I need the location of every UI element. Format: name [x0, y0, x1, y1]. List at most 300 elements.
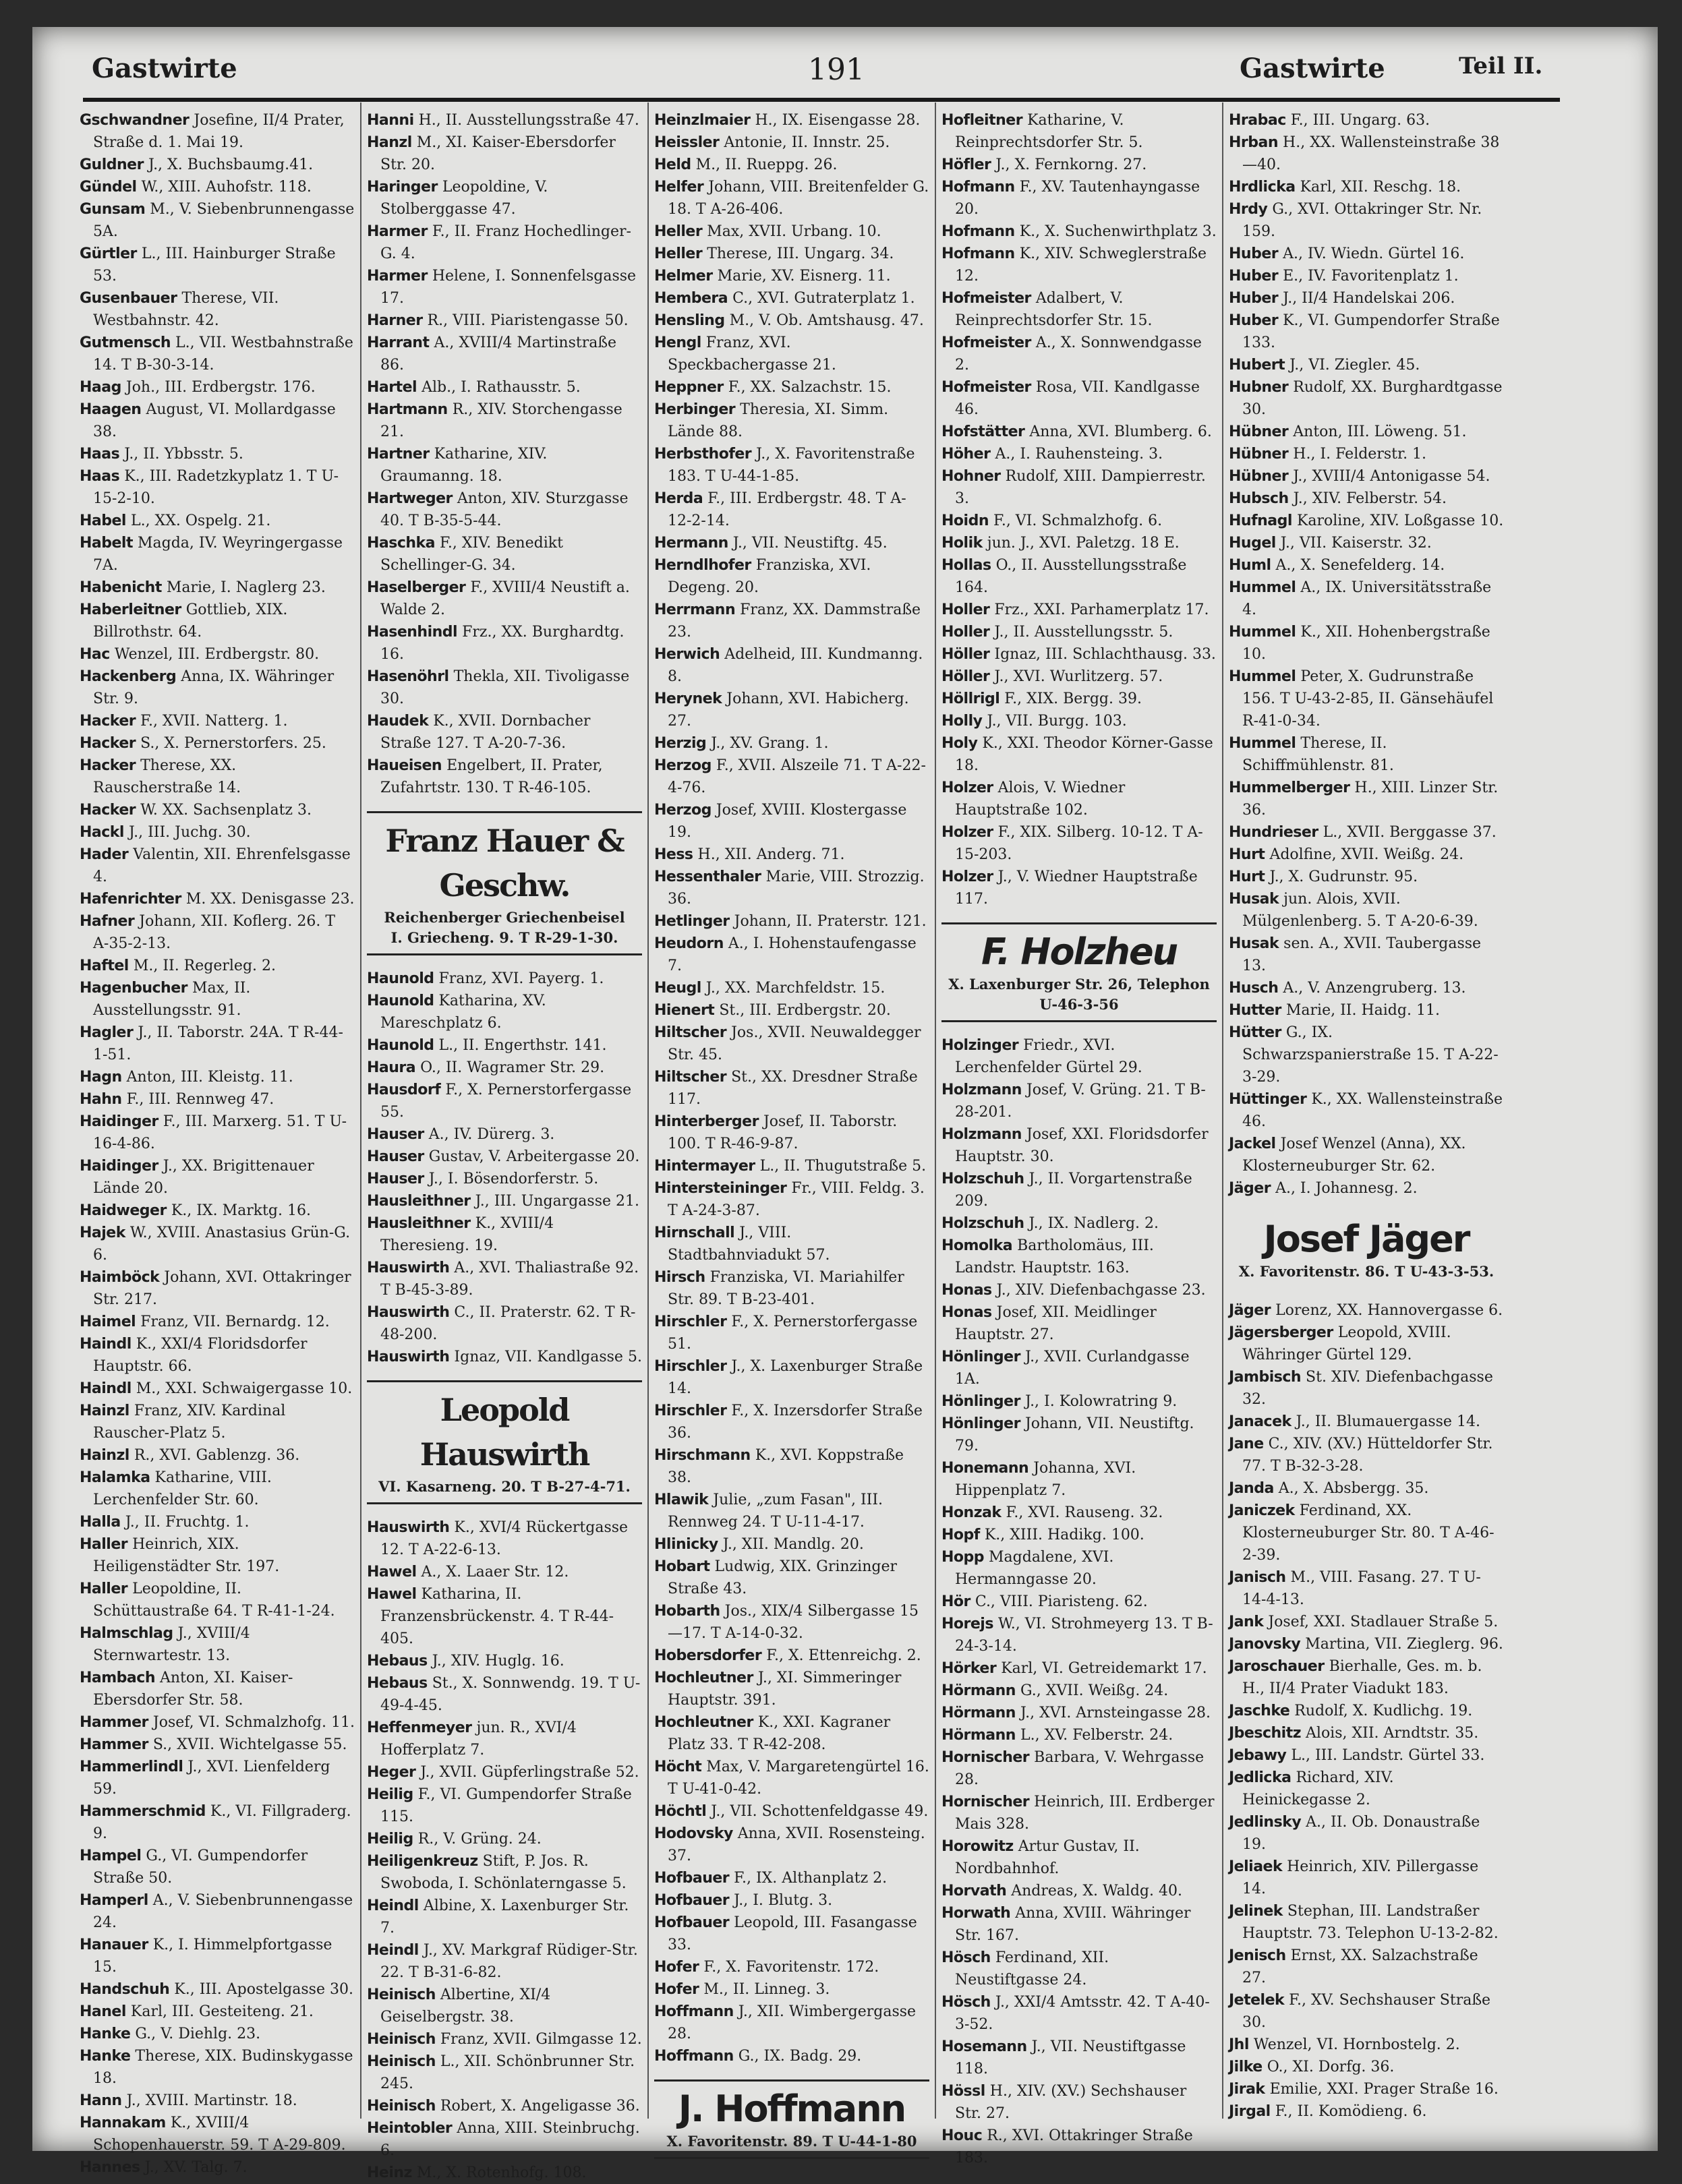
directory-entry — [80, 532, 355, 577]
entry-details: J., XII. Mandlg. 20. — [722, 1536, 864, 1553]
directory-entry — [941, 1301, 1217, 1346]
directory-entry — [367, 399, 642, 443]
entry-details: J., II. Fruchtg. 1. — [125, 1514, 250, 1531]
entry-name: Helfer — [654, 179, 704, 196]
entry-name: Jhl — [1229, 2036, 1249, 2053]
directory-entry — [941, 732, 1217, 777]
entry-name: Hengl — [654, 334, 701, 351]
directory-entry — [367, 1257, 642, 1301]
directory-entry — [941, 2080, 1217, 2125]
entry-list — [1229, 1299, 1504, 2123]
entry-details: A., II. Ob. Donaustraße 19. — [1242, 1814, 1480, 1853]
directory-entry — [654, 755, 929, 799]
entry-name: Hobersdorfer — [654, 1647, 762, 1664]
directory-entry — [367, 1168, 642, 1190]
directory-entry — [654, 2001, 929, 2045]
entry-name: Handschuh — [80, 1981, 170, 1998]
directory-entry — [941, 777, 1217, 821]
directory-entry — [941, 554, 1217, 599]
entry-name: Huber — [1229, 312, 1279, 329]
directory-entry — [80, 198, 355, 243]
entry-details: J., II. Vorgartenstraße 209. — [955, 1171, 1192, 1210]
entry-details: J., VIII. Stadtbahnviadukt 57. — [668, 1224, 830, 1264]
entry-name: Hofer — [654, 1981, 699, 1998]
entry-name: Heinz — [367, 2164, 412, 2181]
entry-details: Alois, XII. Arndtstr. 35. — [1306, 1725, 1479, 1742]
entry-details: Adelheid, III. Kundmanng. 8. — [668, 646, 923, 685]
entry-details: Franz, XX. Dammstraße 23. — [668, 601, 921, 641]
directory-entry — [941, 443, 1217, 465]
entry-details: K., X. Suchenwirthplatz 3. — [1019, 223, 1217, 240]
entry-name: Hinterberger — [654, 1113, 759, 1130]
directory-entry — [941, 1880, 1217, 1902]
entry-details: F., XVII. Alszeile 71. T A-22-4-76. — [668, 757, 926, 796]
entry-details: J., VII. Neustiftg. 45. — [732, 535, 888, 552]
entry-name: Heller — [654, 223, 703, 240]
entry-name: Hebaus — [367, 1675, 428, 1692]
entry-name: Honemann — [941, 1460, 1029, 1477]
entry-name: Heilig — [367, 1831, 413, 1848]
directory-entry — [654, 309, 929, 332]
entry-name: Janda — [1229, 1480, 1274, 1497]
directory-entry — [80, 1756, 355, 1800]
directory-entry — [654, 332, 929, 376]
entry-details: Katharina, II. Franzensbrückenstr. 4. T R-44-405. — [380, 1586, 614, 1647]
header-rule — [83, 98, 1560, 102]
directory-entry — [367, 1650, 642, 1672]
directory-entry — [654, 265, 929, 287]
directory-entry — [80, 1667, 355, 1711]
directory-entry — [941, 866, 1217, 910]
entry-details: M., XXI. Schwaigergasse 10. — [136, 1380, 353, 1397]
entry-details: Friedr., XVI. Lerchenfelder Gürtel 29. — [955, 1037, 1142, 1076]
entry-name: Haunold — [367, 970, 434, 987]
directory-entry — [367, 376, 642, 399]
entry-name: Husak — [1229, 935, 1279, 952]
entry-details: Rudolf, XX. Burghardtgasse 30. — [1242, 379, 1503, 418]
directory-entry — [941, 1613, 1217, 1657]
entry-name: Heppner — [654, 379, 724, 396]
directory-entry — [1229, 198, 1504, 243]
directory-entry — [80, 1111, 355, 1155]
directory-entry — [80, 955, 355, 977]
entry-name: Hauswirth — [367, 1519, 450, 1536]
entry-name: Hanzl — [367, 134, 412, 151]
directory-entry — [654, 109, 929, 131]
entry-name: Jebawy — [1229, 1747, 1287, 1764]
directory-entry — [941, 643, 1217, 666]
entry-name: Hofbauer — [654, 1870, 730, 1887]
entry-name: Hübner — [1229, 468, 1289, 485]
directory-entry — [941, 1279, 1217, 1301]
entry-name: Hirschler — [654, 1403, 727, 1419]
entry-details: Therese, XIX. Budinskygasse 18. — [93, 2048, 353, 2087]
entry-details: J., II. Blumauergasse 14. — [1296, 1413, 1480, 1430]
entry-details: F., XIX. Silberg. 10-12. T A-15-203. — [955, 824, 1203, 863]
entry-name: Herzig — [654, 735, 707, 752]
entry-details: Leopold, III. Fasangasse 33. — [668, 1914, 917, 1953]
directory-entry — [80, 1266, 355, 1311]
directory-entry — [941, 1680, 1217, 1702]
directory-entry — [1229, 1500, 1504, 1566]
entry-list — [654, 109, 929, 2067]
directory-entry — [1229, 866, 1504, 888]
entry-name: Jenisch — [1229, 1947, 1286, 1964]
entry-details: F., X. Pernerstorfergasse 55. — [380, 1082, 632, 1121]
directory-entry — [367, 1828, 642, 1850]
directory-entry — [367, 1783, 642, 1828]
directory-entry — [80, 443, 355, 465]
entry-name: Heindl — [367, 1942, 419, 1959]
directory-entry — [367, 1079, 642, 1123]
directory-entry — [80, 755, 355, 799]
entry-name: Heiligenkreuz — [367, 1853, 478, 1870]
directory-entry — [367, 1761, 642, 1783]
entry-name: Horwath — [941, 1905, 1011, 1922]
ad-address: X. Favoritenstr. 89. T U-44-1-80 — [666, 2133, 917, 2150]
entry-name: Hummel — [1229, 668, 1296, 685]
entry-details: Therese, III. Ungarg. 34. — [707, 245, 894, 262]
directory-entry — [367, 109, 642, 131]
entry-name: Hirschler — [654, 1358, 727, 1375]
entry-name: Hummel — [1229, 624, 1296, 641]
entry-name: Hundrieser — [1229, 824, 1318, 841]
entry-name: Heudorn — [654, 935, 724, 952]
entry-name: Hasenöhrl — [367, 668, 449, 685]
directory-entry — [367, 2095, 642, 2117]
entry-name: Haura — [367, 1059, 416, 1076]
entry-details: J., X. Fernkorng. 27. — [995, 156, 1147, 173]
entry-details: H., XX. Wallensteinstraße 38—40. — [1242, 134, 1500, 173]
entry-details: Ludwig, XIX. Grinzinger Straße 43. — [668, 1558, 898, 1597]
entry-details: A., IX. Universitätsstraße 4. — [1242, 579, 1492, 618]
entry-name: Haunold — [367, 993, 434, 1009]
entry-name: Huber — [1229, 290, 1279, 307]
directory-entry — [654, 1489, 929, 1533]
entry-name: Habelt — [80, 535, 133, 552]
directory-entry — [941, 2125, 1217, 2169]
entry-name: Harmer — [367, 268, 428, 285]
directory-entry — [941, 821, 1217, 866]
entry-name: Hofmeister — [941, 379, 1031, 396]
entry-name: Hurt — [1229, 846, 1265, 863]
entry-name: Hausleithner — [367, 1215, 471, 1232]
ad-title: F. Holzheu — [981, 931, 1178, 973]
entry-name: Hübner — [1229, 423, 1289, 440]
entry-name: Jaschke — [1229, 1703, 1290, 1719]
entry-name: Holzinger — [941, 1037, 1019, 1054]
entry-details: H., II. Ausstellungsstraße 47. — [418, 112, 639, 129]
entry-details: Fr., VIII. Feldg. 3. T A-24-3-87. — [668, 1180, 925, 1219]
directory-entry — [654, 2045, 929, 2067]
entry-name: Husch — [1229, 980, 1279, 997]
entry-details: J., VII. Schottenfeldgasse 49. — [711, 1803, 929, 1820]
entry-details: Franz, XVII. Gilmgasse 12. — [440, 2031, 642, 2048]
entry-details: K., XVIII/4 Schopenhauerstr. 59. T A-29-809. — [93, 2115, 346, 2154]
entry-details: K., XVIII/4 Theresieng. 19. — [380, 1215, 554, 1254]
entry-name: Haas — [80, 468, 120, 485]
directory-entry — [80, 643, 355, 666]
entry-name: Hartel — [367, 379, 417, 396]
entry-list — [367, 968, 642, 1368]
ad-address: X. Laxenburger Str. 26, Telephon U-46-3-56 — [948, 976, 1210, 1013]
entry-details: G., V. Diehlg. 23. — [135, 2026, 261, 2042]
column-3 — [654, 109, 929, 2150]
directory-entry — [80, 1200, 355, 1222]
directory-entry — [80, 599, 355, 643]
entry-name: Jambisch — [1229, 1369, 1302, 1386]
directory-entry — [941, 287, 1217, 332]
entry-details: Adalbert, V. Reinprechtsdorfer Str. 15. — [955, 290, 1153, 329]
directory-entry — [654, 1645, 929, 1667]
directory-entry — [1229, 1177, 1504, 1200]
entry-name: Heinisch — [367, 2031, 436, 2048]
entry-name: Hauser — [367, 1171, 424, 1187]
entry-list — [80, 109, 355, 2179]
entry-name: Hembera — [654, 290, 728, 307]
entry-name: Heindl — [367, 1897, 419, 1914]
directory-entry — [367, 1146, 642, 1168]
ad-address: I. Griecheng. 9. T R-29-1-30. — [390, 929, 618, 946]
entry-details: A., I. Hohenstaufengasse 7. — [668, 935, 917, 974]
entry-name: Hausleithner — [367, 1193, 471, 1210]
directory-entry — [367, 1057, 642, 1079]
entry-name: Jane — [1229, 1436, 1264, 1452]
directory-entry — [654, 977, 929, 999]
entry-details: K., IX. Marktg. 16. — [171, 1202, 311, 1219]
entry-name: Hauser — [367, 1148, 424, 1165]
entry-name: Hösch — [941, 1949, 991, 1966]
entry-details: Wenzel, III. Erdbergstr. 80. — [114, 646, 320, 663]
column-1 — [80, 109, 355, 2176]
entry-name: Hugel — [1229, 535, 1276, 552]
entry-name: Hörmann — [941, 1727, 1016, 1744]
entry-details: L., VII. Westbahnstraße 14. T B-30-3-14. — [93, 334, 353, 374]
entry-details: J., XIV. Felberstr. 54. — [1293, 490, 1447, 507]
directory-entry — [80, 732, 355, 755]
entry-name: Hollas — [941, 557, 991, 574]
directory-entry — [654, 1667, 929, 1711]
entry-name: Jäger — [1229, 1302, 1271, 1319]
entry-details: Martina, VII. Zieglerg. 96. — [1305, 1636, 1503, 1653]
directory-entry — [367, 1516, 642, 1561]
entry-details: Barbara, V. Wehrgasse 28. — [955, 1749, 1205, 1788]
entry-name: Holzmann — [941, 1126, 1022, 1143]
entry-details: K., XXI. Kagraner Platz 33. T R-42-208. — [668, 1714, 891, 1753]
directory-entry — [654, 1022, 929, 1066]
entry-details: J., VII. Burgg. 103. — [987, 713, 1127, 730]
directory-entry — [80, 2001, 355, 2023]
entry-name: Hoffmann — [654, 2003, 734, 2020]
directory-entry — [367, 443, 642, 488]
entry-details: A., XVI. Thaliastraße 92. T B-45-3-89. — [380, 1260, 639, 1299]
entry-name: Gürtler — [80, 245, 137, 262]
entry-name: Held — [654, 156, 691, 173]
entry-details: Franz, XVI. Payerg. 1. — [438, 970, 604, 987]
ad-title: Josef Jäger — [1263, 1218, 1470, 1260]
directory-entry — [654, 1533, 929, 1556]
directory-entry — [941, 1991, 1217, 2036]
entry-name: Hamperl — [80, 1892, 148, 1909]
entry-name: Homolka — [941, 1237, 1013, 1254]
entry-details: M., X. Rotenhofg. 108. — [416, 2164, 587, 2181]
directory-entry — [654, 1444, 929, 1489]
entry-details: Franziska, XVI. Degeng. 20. — [668, 557, 871, 596]
directory-entry — [80, 1222, 355, 1266]
entry-name: Gutmensch — [80, 334, 171, 351]
entry-name: Herbinger — [654, 401, 736, 418]
entry-details: H., IX. Eisengasse 28. — [755, 112, 921, 129]
entry-details: F., X. Ettenreichg. 2. — [766, 1647, 921, 1664]
entry-details: H., I. Felderstr. 1. — [1293, 446, 1427, 463]
directory-entry — [654, 1711, 929, 1756]
directory-entry — [941, 243, 1217, 287]
entry-name: Holzer — [941, 779, 993, 796]
directory-entry — [1229, 1989, 1504, 2034]
entry-details: sen. A., XVII. Taubergasse 13. — [1242, 935, 1482, 974]
entry-details: F., IX. Althanplatz 2. — [734, 1870, 888, 1887]
entry-name: Haselberger — [367, 579, 466, 596]
entry-details: Helene, I. Sonnenfelsgasse 17. — [380, 268, 637, 307]
entry-name: Hammerlindl — [80, 1759, 183, 1775]
entry-details: St. XIV. Diefenbachgasse 32. — [1242, 1369, 1493, 1408]
column-divider — [1222, 102, 1223, 2119]
entry-list — [941, 109, 1217, 910]
entry-name: Hanauer — [80, 1937, 148, 1953]
entry-name: Hensling — [654, 312, 725, 329]
entry-name: Hübner — [1229, 446, 1289, 463]
entry-details: Katharine, XIV. Graumanng. 18. — [380, 446, 548, 485]
entry-details: K., XII. Hohenbergstraße 10. — [1242, 624, 1490, 663]
directory-entry — [654, 599, 929, 643]
entry-details: Julie, „zum Fasan", III. Rennweg 24. T U-11-4-17. — [668, 1492, 883, 1531]
entry-details: Therese, XX. Rauscherstraße 14. — [93, 757, 241, 796]
entry-details: Johanna, XVI. Hippenplatz 7. — [955, 1460, 1136, 1499]
directory-entry — [654, 1556, 929, 1600]
entry-details: J., XVII. Güpferlingstraße 52. — [420, 1764, 639, 1781]
entry-name: Jank — [1229, 1614, 1264, 1630]
entry-details: Joh., III. Erdbergstr. 176. — [125, 379, 316, 396]
directory-entry — [654, 688, 929, 732]
directory-entry — [367, 968, 642, 990]
entry-name: Haberleitner — [80, 601, 181, 618]
entry-name: Jirgal — [1229, 2103, 1271, 2120]
directory-entry — [1229, 777, 1504, 821]
entry-details: Marie, VIII. Strozzig. 36. — [668, 868, 925, 908]
column-5 — [1229, 109, 1504, 2132]
entry-name: Höllrigl — [941, 690, 1000, 707]
entry-name: Hambach — [80, 1670, 155, 1686]
directory-entry — [80, 1978, 355, 2001]
entry-name: Huber — [1229, 268, 1279, 285]
directory-entry — [80, 2090, 355, 2112]
directory-entry — [654, 1400, 929, 1444]
entry-name: Hagenbucher — [80, 980, 187, 997]
entry-details: Ernst, XX. Salzachstraße 27. — [1242, 1947, 1478, 1986]
entry-details: Heinrich, XIX. Heiligenstädter Str. 197. — [93, 1536, 280, 1575]
directory-entry — [941, 1502, 1217, 1524]
entry-name: Harner — [367, 312, 423, 329]
entry-details: O., II. Ausstellungsstraße 164. — [955, 557, 1187, 596]
directory-entry — [367, 131, 642, 176]
directory-entry — [80, 154, 355, 176]
entry-name: Hausdorf — [367, 1082, 441, 1098]
column-2 — [367, 109, 642, 2181]
entry-name: Hauswirth — [367, 1349, 450, 1365]
entry-name: Hubner — [1229, 379, 1289, 396]
column-divider — [935, 102, 936, 2119]
directory-entry — [654, 1889, 929, 1912]
entry-details: Valentin, XII. Ehrenfelsgasse 4. — [93, 846, 351, 885]
entry-name: Hauswirth — [367, 1304, 450, 1321]
entry-details: L., XX. Ospelg. 21. — [130, 512, 271, 529]
entry-name: Hagn — [80, 1069, 122, 1086]
entry-name: Habel — [80, 512, 126, 529]
entry-details: Max, II. Ausstellungsstr. 91. — [93, 980, 251, 1019]
directory-entry — [941, 510, 1217, 532]
entry-name: Houc — [941, 2127, 983, 2144]
entry-name: Hönlinger — [941, 1393, 1020, 1410]
entry-details: F., X. Pernerstorfergasse 51. — [668, 1314, 918, 1353]
directory-entry — [654, 554, 929, 599]
entry-details: J., XVIII/4 Antonigasse 54. — [1293, 468, 1490, 485]
directory-entry — [367, 1561, 642, 1583]
entry-details: F., II. Komödieng. 6. — [1275, 2103, 1427, 2120]
directory-entry — [1229, 465, 1504, 488]
directory-entry — [367, 710, 642, 755]
directory-entry — [1229, 1811, 1504, 1856]
entry-details: F., XIV. Benedikt Schellinger-G. 34. — [380, 535, 563, 574]
entry-name: Hörmann — [941, 1705, 1016, 1721]
directory-entry — [654, 732, 929, 755]
entry-details: A., IV. Dürerg. 3. — [428, 1126, 555, 1143]
entry-details: Engelbert, II. Prater, Zufahrtstr. 130. T R-46-105. — [380, 757, 603, 796]
directory-entry — [1229, 1299, 1504, 1322]
directory-entry — [80, 1533, 355, 1578]
entry-name: Holzschuh — [941, 1171, 1024, 1187]
entry-name: Heger — [367, 1764, 416, 1781]
directory-entry — [654, 1978, 929, 2001]
entry-name: Hartweger — [367, 490, 453, 507]
entry-name: Hörker — [941, 1660, 997, 1677]
directory-entry — [80, 1845, 355, 1889]
entry-name: Jäger — [1229, 1180, 1271, 1197]
entry-name: Gschwandner — [80, 112, 190, 129]
directory-entry — [367, 1717, 642, 1761]
directory-entry — [80, 910, 355, 955]
entry-details: A., X. Absbergg. 35. — [1278, 1480, 1429, 1497]
entry-details: K., XIV. Schweglerstraße 12. — [955, 245, 1207, 285]
entry-details: Bartholomäus, III. Landstr. Hauptstr. 163. — [955, 1237, 1154, 1276]
directory-entry — [367, 755, 642, 799]
entry-name: Haimel — [80, 1314, 136, 1330]
entry-name: Hobarth — [654, 1603, 720, 1620]
directory-entry — [654, 1311, 929, 1355]
entry-name: Heinisch — [367, 2053, 436, 2070]
entry-name: Holzschuh — [941, 1215, 1024, 1232]
directory-entry — [941, 465, 1217, 510]
directory-entry — [941, 2036, 1217, 2080]
entry-details: R., XVI. Ottakringer Straße 183. — [955, 2127, 1193, 2166]
entry-details: G., XVII. Weißg. 24. — [1020, 1682, 1169, 1699]
entry-name: Hohner — [941, 468, 1001, 485]
directory-entry — [1229, 2100, 1504, 2123]
entry-name: Holler — [941, 624, 990, 641]
entry-name: Hiltscher — [654, 1024, 727, 1041]
directory-entry — [1229, 1366, 1504, 1411]
entry-name: Hofbauer — [654, 1914, 730, 1931]
entry-details: jun. Alois, XVII. Mülgenlenberg. 5. T A-20-6-39. — [1242, 891, 1478, 930]
